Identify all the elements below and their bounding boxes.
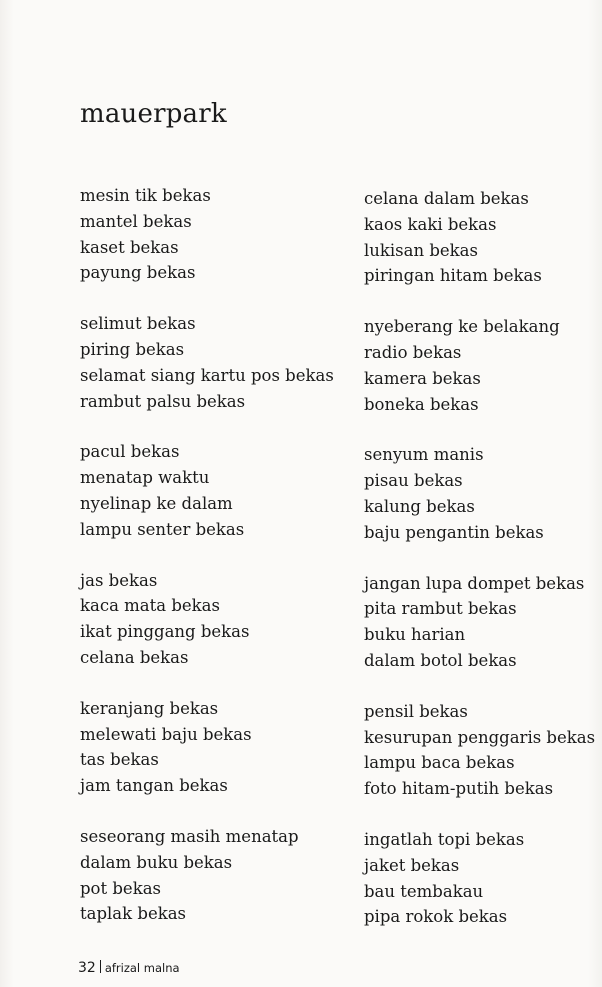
poem-line: taplak bekas: [80, 904, 187, 924]
poem-line: celana bekas: [80, 647, 189, 667]
stanza: [364, 442, 602, 545]
stanza: [80, 183, 340, 286]
poem-line: jangan lupa dompet bekas: [364, 573, 585, 593]
poem-line: baju pengantin bekas: [364, 522, 544, 542]
footer-separator: [100, 960, 101, 973]
poem-line: lampu baca bekas: [364, 753, 515, 773]
poem-line: dalam buku bekas: [80, 852, 233, 872]
poem-line: lukisan bekas: [364, 240, 478, 260]
poem-line: mantel bekas: [80, 211, 192, 231]
stanza: [364, 827, 602, 930]
author-name: afrizal malna: [104, 961, 180, 975]
poem-line: pita rambut bekas: [364, 599, 517, 619]
stanza: [364, 571, 602, 674]
poem-left-column: [80, 183, 340, 952]
poem-line: nyelinap ke dalam: [80, 493, 233, 513]
poem-line: kaca mata bekas: [80, 596, 220, 616]
poem-line: ingatlah topi bekas: [364, 829, 525, 849]
stanza: [80, 311, 340, 414]
stanza: [364, 186, 602, 289]
poem-line: pot bekas: [80, 878, 162, 898]
poem-line: kalung bekas: [364, 496, 475, 516]
poem-line: selimut bekas: [80, 314, 196, 334]
poem-line: pisau bekas: [364, 471, 463, 491]
poem-line: kaset bekas: [80, 237, 179, 257]
poem-line: jam tangan bekas: [80, 776, 228, 796]
poem-line: piring bekas: [80, 339, 185, 359]
poem-line: piringan hitam bekas: [364, 266, 542, 286]
stanza: [364, 314, 602, 417]
poem-line: tas bekas: [80, 750, 159, 770]
poem-line: foto hitam-putih bekas: [364, 779, 554, 799]
stanza: [364, 699, 602, 802]
poem-line: kaos kaki bekas: [364, 214, 497, 234]
poem-line: celana dalam bekas: [364, 189, 529, 208]
poem-line: pacul bekas: [80, 442, 180, 462]
stanza: [80, 439, 340, 542]
poem-line: jaket bekas: [364, 855, 460, 875]
poem-line: mesin tik bekas: [80, 186, 211, 205]
poem-line: seseorang masih menatap: [80, 826, 299, 846]
poem-line: lampu senter bekas: [80, 519, 245, 539]
poem-line: pipa rokok bekas: [364, 907, 508, 927]
poem-line: bau tembakau: [364, 881, 484, 901]
poem-line: jas bekas: [80, 570, 158, 590]
poem-line: rambut palsu bekas: [80, 391, 246, 411]
poem-line: dalam botol bekas: [364, 650, 517, 670]
page-number: 32: [78, 960, 96, 976]
poem-line: ikat pinggang bekas: [80, 622, 250, 642]
poem-line: buku harian: [364, 625, 466, 645]
poem-line: kamera bekas: [364, 368, 481, 388]
poem-line: kesurupan penggaris bekas: [364, 727, 596, 747]
stanza: [80, 696, 340, 799]
poem-line: radio bekas: [364, 342, 462, 362]
poem-right-column: [364, 186, 602, 955]
stanza: [80, 568, 340, 671]
poem-line: melewati baju bekas: [80, 724, 252, 744]
page-footer: [78, 957, 180, 980]
poem-line: menatap waktu: [80, 468, 210, 488]
poem-line: senyum manis: [364, 445, 484, 465]
stanza: [80, 824, 340, 927]
poem-line: keranjang bekas: [80, 698, 219, 718]
poem-line: pensil bekas: [364, 701, 468, 721]
poem-line: payung bekas: [80, 263, 196, 283]
poem-line: boneka bekas: [364, 394, 479, 414]
poem-line: selamat siang kartu pos bekas: [80, 365, 334, 385]
poem-line: nyeberang ke belakang: [364, 317, 560, 337]
poem-title: mauerpark: [80, 99, 227, 129]
